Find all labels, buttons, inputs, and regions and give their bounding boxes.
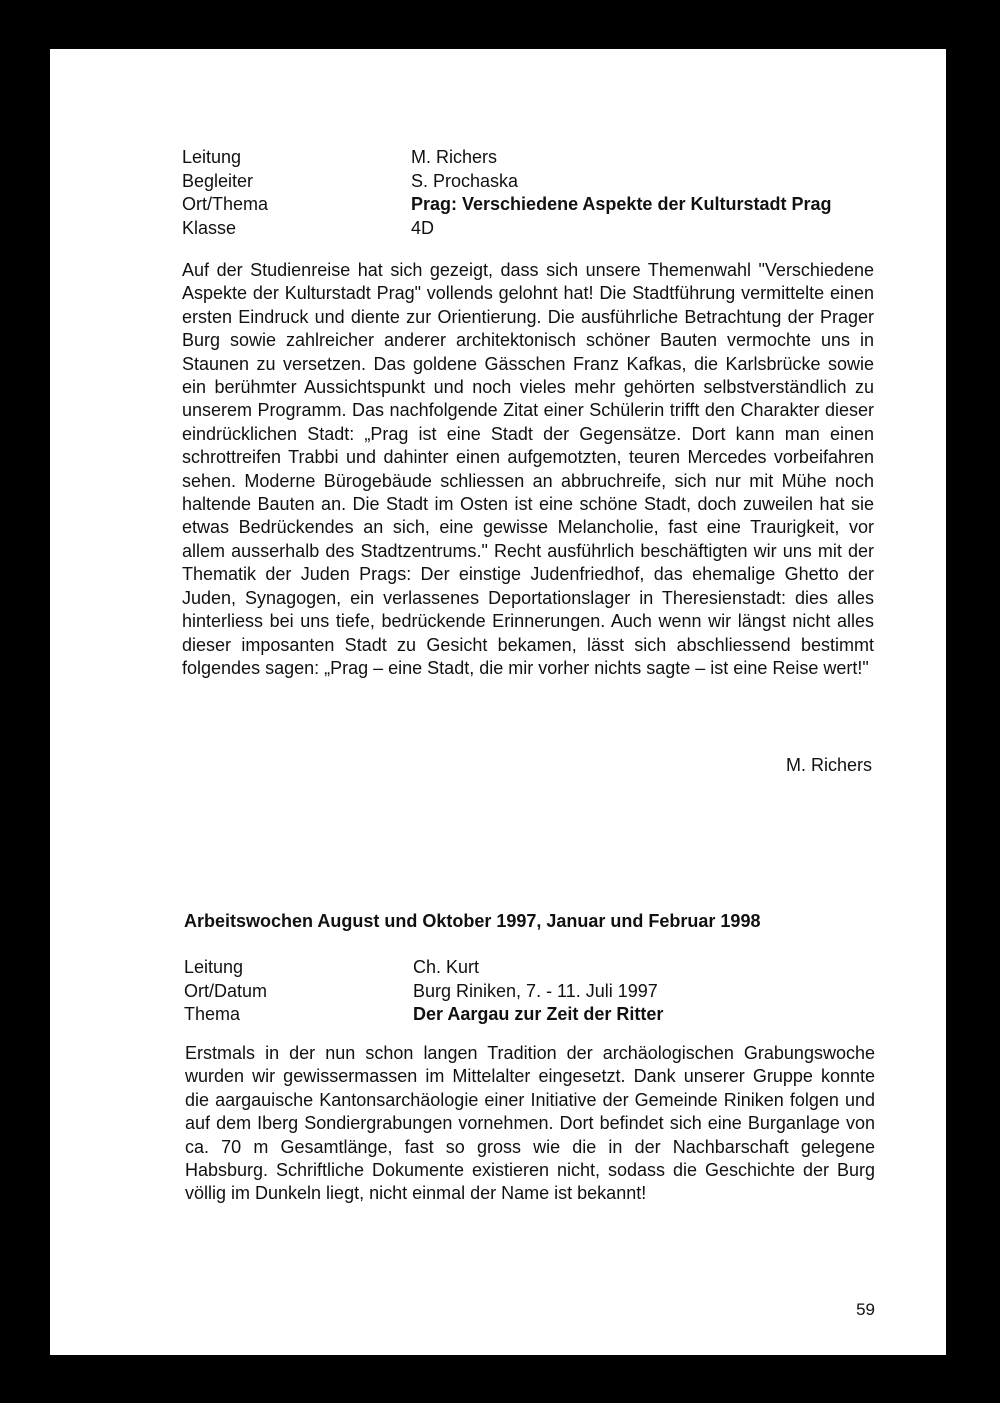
workweek-info-block <box>184 956 663 1027</box>
info-value: Burg Riniken, 7. - 11. Juli 1997 <box>413 980 658 1001</box>
page-number: 59 <box>856 1300 875 1319</box>
prague-report-text: Auf der Studienreise hat sich gezeigt, dass sich unsere Themenwahl "Verschiedene Aspekte der Kulturstadt Prag" vollends gelohnt hat! Die Stadtführung vermittelte einen ersten Eindruck und diente zur Orientierung. Die ausführliche Betrachtung der Prager Burg sowie zahlreicher anderer architektonisch schöner Bauten vermochte uns in Staunen zu versetzen. Das goldene Gässchen Franz Kafkas, die Karlsbrücke sowie ein berühmter Aussichtspunkt und noch vieles mehr gehörten selbstverständlich zu unserem Programm. Das nachfolgende Zitat einer Schülerin trifft den Charakter dieser eindrücklichen Stadt: „Prag ist eine Stadt der Gegensätze. Dort kann man einen schrottreifen Trabbi und dahinter einen aufgemotzten, teuren Mercedes vorbeifahren sehen. Moderne Bürogebäude schliessen an abbruchreife, sich nur mit Mühe noch haltende Bauten an. Die Stadt im Osten ist eine schöne Stadt, doch zuweilen hat sie etwas Bedrückendes an sich, eine gewisse Melancholie, fast eine Traurigkeit, vor allem ausserhalb des Stadtzentrums." Recht ausführlich beschäftigten wir uns mit der Thematik der Juden Prags: Der einstige Judenfriedhof, das ehemalige Ghetto der Juden, Synagogen, ein verlassenes Deportationslager in Theresienstadt: dies alles hinterliess bei uns tiefe, bedrückende Erinnerungen. Auch wenn wir längst nicht alles dieser imposanten Stadt zu Gesicht bekamen, lässt sich abschliessend bestimmt folgendes sagen: „Prag – eine Stadt, die mir vorher nichts sagte – ist eine Reise wert!" <box>182 260 874 678</box>
trip-info-block <box>182 146 831 241</box>
info-label: Leitung <box>182 147 242 167</box>
info-row-thema <box>184 1003 663 1027</box>
info-label: Thema <box>184 1004 241 1025</box>
info-row-ort-datum <box>184 980 663 1004</box>
info-label: Ort/Datum <box>184 980 268 1001</box>
info-value-topic: Der Aargau zur Zeit der Ritter <box>413 1004 664 1025</box>
info-value: S. Prochaska <box>411 170 519 191</box>
info-label: Ort/Thema <box>182 194 269 215</box>
info-row-begleiter <box>182 170 831 194</box>
author-signature: M. Richers <box>785 755 872 775</box>
info-value: Ch. Kurt <box>413 957 480 977</box>
info-row-leitung <box>182 146 831 170</box>
info-label: Leitung <box>184 957 244 977</box>
info-value-topic: Prag: Verschiedene Aspekte der Kulturstadt Prag <box>411 194 832 215</box>
info-label: Klasse <box>182 218 237 239</box>
excavation-report-text: Erstmals in der nun schon langen Tradition der archäologischen Grabungswoche wurden wir gewissermassen im Mittelalter eingesetzt. Dank unserer Gruppe konnte die aargauische Kantonsarchäologie einer Initiative der Gemeinde Riniken folgen und auf dem Iberg Sondiergrabungen vornehmen. Dort befindet sich eine Burganlage von ca. 70 m Gesamtlänge, fast so gross wie die in der Nachbarschaft gelegene Habsburg. Schriftliche Dokumente existieren nicht, sodass die Geschichte der Burg völlig im Dunkeln liegt, nicht einmal der Name ist bekannt! <box>185 1043 875 1204</box>
section-heading: Arbeitswochen August und Oktober 1997, Januar und Februar 1998 <box>184 911 761 931</box>
info-row-leitung <box>184 956 663 980</box>
info-value: M. Richers <box>411 147 498 167</box>
info-label: Begleiter <box>182 170 254 191</box>
info-row-klasse <box>182 217 831 241</box>
document-page <box>50 49 946 1355</box>
info-row-ort-thema <box>182 193 831 217</box>
info-value: 4D <box>411 218 435 239</box>
